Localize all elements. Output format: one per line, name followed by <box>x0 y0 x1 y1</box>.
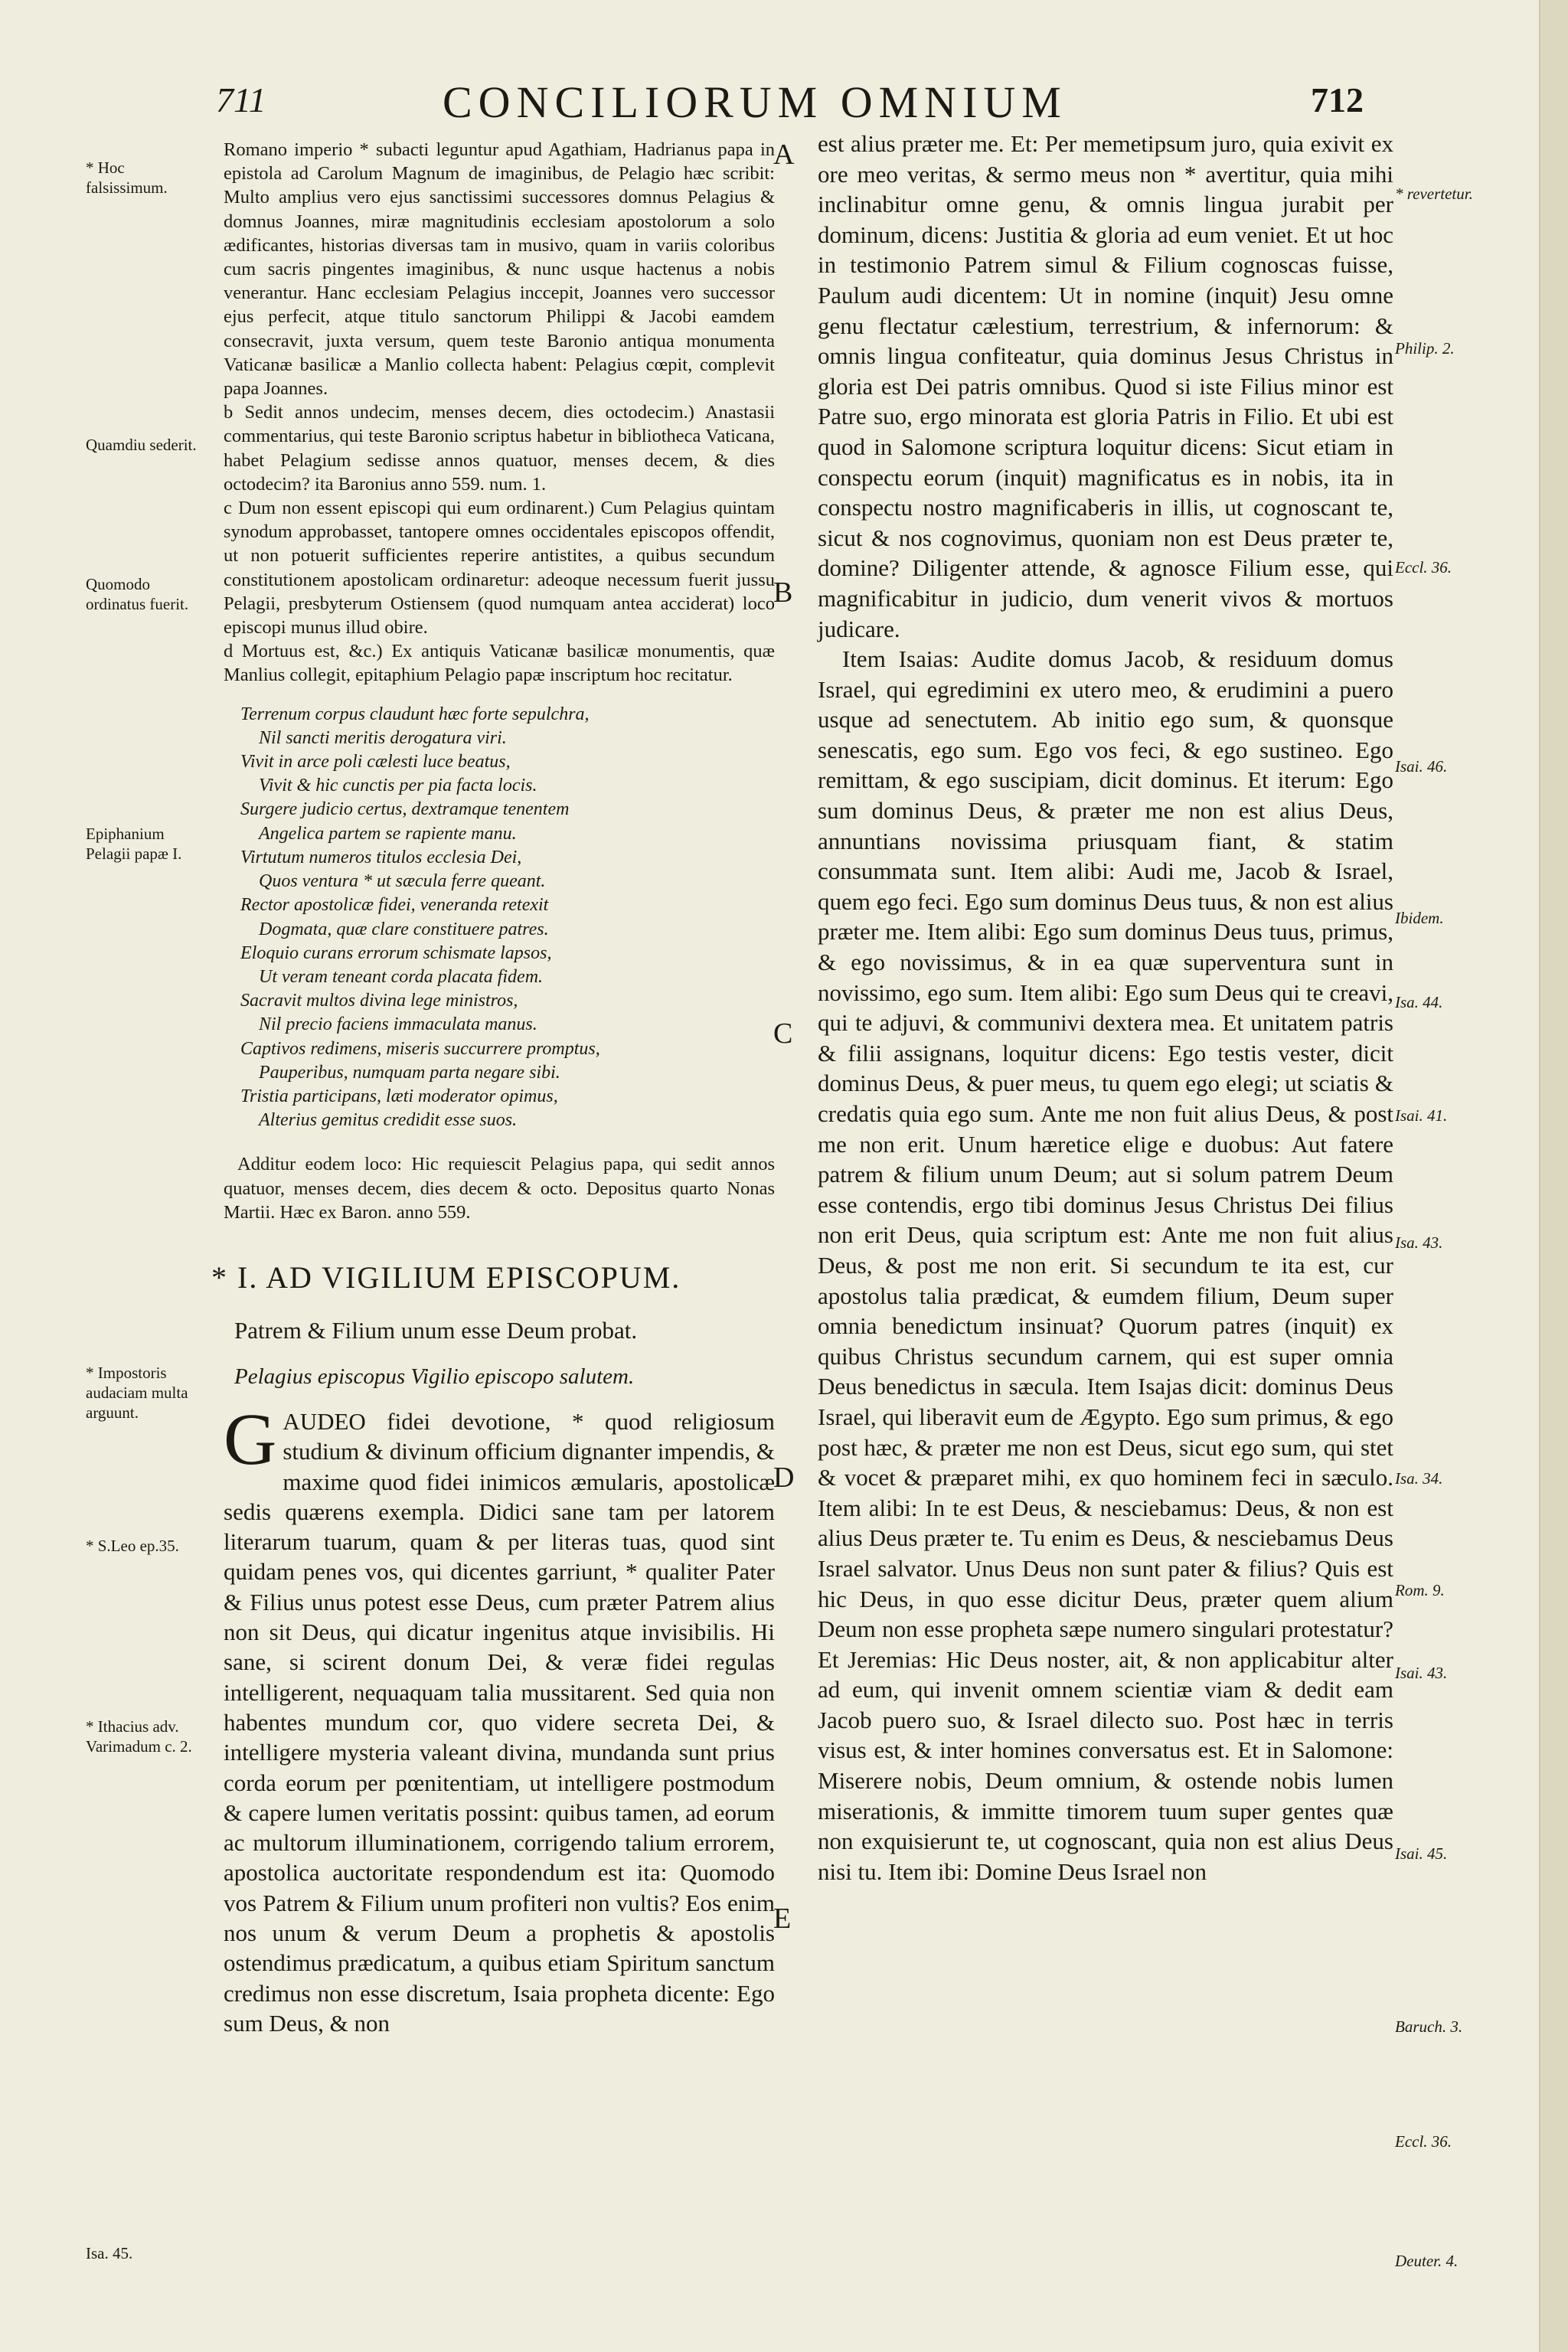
margin-note-left: * Hoc falsissimum. <box>86 158 168 197</box>
poem-line: Pauperibus, numquam parta negare sibi. <box>259 1062 560 1083</box>
poem-line: Virtutum numeros titulos ecclesia Dei, <box>240 847 522 867</box>
poem-line: Rector apostolicæ fidei, veneranda retexit <box>240 895 549 916</box>
margin-note-left: Quamdiu sederit. <box>86 436 197 454</box>
poem-line: Ut veram teneant corda placata fidem. <box>259 966 544 987</box>
left-column <box>211 138 775 2038</box>
poem-line: Captivos redimens, miseris succurrere promptus, <box>240 1038 600 1059</box>
right-column <box>818 129 1393 1886</box>
letter-text: AUDEO fidei devotione, * quod religiosum studium & divinum officium dignanter impendis, & maxime quod fidei inimicos æmularis, apostolicæ sedis quærens exempla. Didici sane tam per latorem literarum tuarum, quam & per literas tuas, quod sint quidam penes vos, qui dicentes garriunt, * qualiter Pater & Filius unus potest esse Deus, cum præter Patrem alius non sit Deus, qui dicatur ingenitus atque invisibilis. Hi sane, si scirent donum Dei, & veræ fidei regulas intelligerent, nequaquam talia mussitarent. Sed quia non habentes mundum cor, quo videre secreta Dei, & intelligere mysteria valeant divina, mundanda sunt prius corda eorum per pœnitentiam, ut intelligere postmodum & capere lumen veritatis possint: quibus tamen, ad eorum ac multorum illuminationem, corrigendo talium errorem, apostolica auctoritate respondendum est ita: Quomodo vos Patrem & Filium unum profiteri non vultis? Eos enim nos unum & verum Deum a prophetis & apostolis ostendimus prædicatum, a quibus etiam Spiritum sanctum credimus non esse discretum, Isaia propheta dicente: Ego sum Deus, & non <box>224 1407 775 2037</box>
poem-line: Terrenum corpus claudunt hæc forte sepulchra, <box>240 704 590 724</box>
poem-line: Surgere judicio certus, dextramque tenentem <box>240 799 570 820</box>
margin-note-right: Rom. 9. <box>1395 1581 1445 1599</box>
poem-line: Nil sancti meritis derogatura viri. <box>259 727 507 748</box>
margin-note-right: Isai. 46. <box>1395 757 1448 776</box>
margin-note-right: Philip. 2. <box>1395 339 1455 358</box>
footnote-c: c Dum non essent episcopi qui eum ordinarent.) Cum Pelagius quintam synodum approbasset, tantopere omnes occidentales episcopos offendit, ut non potuerit sufficientes reperire antistites, a quibus secundum constitutionem apostolicam ordinaretur: adeoque necessum fuerit jussu Pelagii, presbyterum Ostiensem (quod numquam antea acciderat) loco episcopi munus illud obire. <box>224 498 775 639</box>
book-spine-edge <box>1539 0 1568 2352</box>
section-letter: B <box>773 577 793 609</box>
margin-note-right: Deuter. 4. <box>1395 2252 1459 2270</box>
section-letter: E <box>773 1903 792 1935</box>
poem-line: Vivit in arce poli cælesti luce beatus, <box>240 752 511 773</box>
page-number-left: 711 <box>216 80 266 119</box>
margin-note-right: Isa. 43. <box>1395 1233 1443 1252</box>
poem-line: Vivit & hic cunctis per pia facta locis. <box>259 776 537 796</box>
footnote-b: b Sedit annos undecim, menses decem, dies octodecim.) Anastasii commentarius, qui teste Baronio scriptus habetur in bibliotheca Vaticana, habet Pelagium sedisse annos quatuor, menses decem, & dies octodecim? ita Baronius anno 559. num. 1. <box>224 402 775 495</box>
poem-line: Nil precio faciens immaculata manus. <box>259 1014 537 1035</box>
footnote-d: d Mortuus est, &c.) Ex antiquis Vaticanæ basilicæ monumentis, quæ Manlius collegit, epitaphium Pelagio papæ inscriptum hoc recitatur. <box>224 641 775 686</box>
margin-note-left: Isa. 45. <box>86 2244 133 2262</box>
section-subtitle: Patrem & Filium unum esse Deum probat. <box>234 1316 638 1344</box>
poem-line: Angelica partem se rapiente manu. <box>259 823 517 844</box>
margin-note-right: Ibidem. <box>1395 909 1444 927</box>
section-letter: D <box>773 1462 795 1494</box>
margin-note-left: Epiphanium Pelagii papæ I. <box>86 825 182 863</box>
section-letter: A <box>773 139 795 171</box>
poem-line: Alterius gemitus credidit esse suos. <box>259 1110 518 1131</box>
poem-line: Eloquio curans errorum schismate lapsos, <box>240 942 552 963</box>
letter-body <box>224 1397 775 2038</box>
poem-line: Tristia participans, læti moderator opimus, <box>240 1086 558 1106</box>
margin-note-left: Quomodo ordinatus fuerit. <box>86 575 189 613</box>
salutation: Pelagius episcopus Vigilio episcopo salutem. <box>234 1364 635 1389</box>
footnote-a: Romano imperio * subacti leguntur apud Agathiam, Hadrianus papa in epistola ad Carolum Magnum de imaginibus, de Pelagio hæc scribit: Multo amplius vero ejus sanctissimi successores domnus Pelagius & domnus Joannes, miræ magnitudinis ecclesiam apostolorum a solo ædificantes, historias diversas tam in musivo, quam in variis coloribus cum sacris pingentes imaginibus, & nunc usque hactenus a nobis venerantur. Hanc ecclesiam Pelagius inccepit, Joannes vero successor ejus perfecit, atque titulo sanctorum Philippi & Jacobi eamdem consecravit, juxta versum, quem teste Baronio antiqua monumenta Vaticanæ basilicæ a Manlio collecta habent: Pelagius cœpit, complevit papa Joannes. <box>224 139 775 400</box>
poem-line: Sacravit multos divina lege ministros, <box>240 991 518 1011</box>
margin-note-right: Eccl. 36. <box>1395 558 1452 577</box>
margin-note-left: * Ithacius adv. Varimadum c. 2. <box>86 1717 192 1756</box>
poem-line: Dogmata, quæ clare constituere patres. <box>259 919 549 939</box>
margin-note-right: Isai. 45. <box>1395 1844 1448 1863</box>
section-letter: C <box>773 1018 793 1050</box>
right-paragraph-2: Item Isaias: Audite domus Jacob, & residuum domus Israel, qui egredimini ex utero meo, & erudimini a puero usque ad senectutem. Ab initio ego sum, & quonsque senescatis, ego sum. Ego vos feci, & ego sustineo. Ego remittam, & ego suscipiam, dicit dominus. Et iterum: Ego sum dominus Deus, & præter me non est alius Deus, annuntians novissima priusquam fiant, & statim consummata sunt. Item alibi: Audi me, Jacob & Israel, quem ego feci. Ego sum dominus Deus tuus, & non est alius præter me. Item alibi: Ego sum dominus Deus tuus, primus, & ego novissimus, & in ea quæ superventura sunt in novissimo, ego sum. Item alibi: Ego sum Deus qui te creavi, qui te adjuvi, & communivi dextera mea. Et unitatem patris & filii assignans, loquitur dicens: Ego testis vester, dicit dominus Deus, & puer meus, tu quem ego elegi; ut sciatis & credatis quia ego sum. Ante me non fuit alius Deus, & post me non erit. Unum hæretice elige e duobus: Aut fatere patrem & filium unum Deum; aut si solum patrem Deum esse contendis, ergo tibi dominus Jesus Christus Dei filius non erit Deus, quia scriptum est: Ante me non fuit alius Deus, & post me non erit. Si secundum te ita est, cur apostolus talia prædicat, & eumdem filium, Deum super omnia benedictum insinuat? Quorum patres (inquit) ex quibus Christus secundum carnem, qui est super omnia Deus benedictus in sæcula. Item Isajas dicit: dominus Deus Israel, qui liberavit eum de Ægypto. Ego sum primus, & ego post hæc, & præter me non est Deus, sicut ego sum, qui stet & vocet & præparet mihi, ex quo hominem feci in sæculo. Item alibi: In te est Deus, & nesciebamus: Deus, & non est alius Deus præter te. Tu enim es Deus, & nesciebamus Deus Israel salvator. Unus Deus non sunt pater & filius? Quis est hic Deus, in quo esse dicitur Deus, præter quem alium Deum non esse propheta sæpe numero singulari protestatur? Et Jeremias: Hic Deus noster, ait, & non applicabitur alter ad eum, qui invenit omnem scientiæ viam & dedit eam Jacob puero suo, & Israel dilecto suo. Post hæc in terris visus est, & inter homines conversatus est. Et in Salomone: Miserere nobis, Deum omnium, & ostende nobis lumen miserationis, & immitte timorem tuum super gentes quæ non exquisierunt te, ut cognoscant, quia non est alius Deus nisi tu. Item ibi: Domine Deus Israel non <box>818 645 1393 1885</box>
margin-note-right: Isa. 44. <box>1395 993 1443 1011</box>
right-paragraph-1: est alius præter me. Et: Per memetipsum juro, quia exivit ex ore meo veritas, & sermo meus non * avertitur, quia mihi inclinabitur omne genu, & omnis lingua jurabit per dominum, dicens: Justitia & gloria ad eum veniet. Et ut hoc in testimonio Patrem simul & Filium cognoscas fuisse, Paulum audi dicentem: Ut in nomine (inquit) Jesu omne genu flectatur cælestium, terrestrium, & infernorum: & omnis lingua confiteatur, quia dominus Jesus Christus in gloria est Dei patris omnibus. Quod si iste Filius minor est Patre suo, ergo minorata est gloria Patris in Filio. Et ubi est quod in Salomone scriptura loquitur dicens: Sicut etiam in conspectu eorum (inquit) magnificatus es in nobis, ita in conspectu nostro magnificaberis in illis, ut cognoscant te, sicut & nos cognovimus, quoniam non est Deus præter te, domine? Diligenter attende, & agnosce Filium esse, qui magnificabitur in judicio, dum venerit vivos & mortuos judicare. <box>818 130 1393 642</box>
margin-note-right: Isai. 41. <box>1395 1106 1448 1125</box>
margin-note-right: Eccl. 36. <box>1395 2132 1452 2151</box>
drop-cap: G <box>224 1397 277 1480</box>
margin-note-right: Isai. 43. <box>1395 1664 1448 1682</box>
margin-note-right: Baruch. 3. <box>1395 2017 1463 2036</box>
margin-note-right: Isa. 34. <box>1395 1469 1443 1488</box>
margin-note-left: * S.Leo ep.35. <box>86 1537 179 1555</box>
addition-note: Additur eodem loco: Hic requiescit Pelagius papa, qui sedit annos quatuor, menses decem, dies decem & octo. Depositus quarto Nonas Martii. Hæc ex Baron. anno 559. <box>224 1154 775 1223</box>
poem-line: Quos ventura * ut sæcula ferre queant. <box>259 871 546 892</box>
margin-note-right: * revertetur. <box>1395 185 1473 203</box>
page-number-right: 712 <box>1311 80 1364 119</box>
running-title: CONCILIORUM OMNIUM <box>443 77 1067 127</box>
margin-note-left: * Impostoris audaciam multa arguunt. <box>86 1364 188 1422</box>
epitaph-poem <box>240 703 775 1133</box>
section-heading: * I. AD VIGILIUM EPISCOPUM. <box>211 1259 681 1295</box>
